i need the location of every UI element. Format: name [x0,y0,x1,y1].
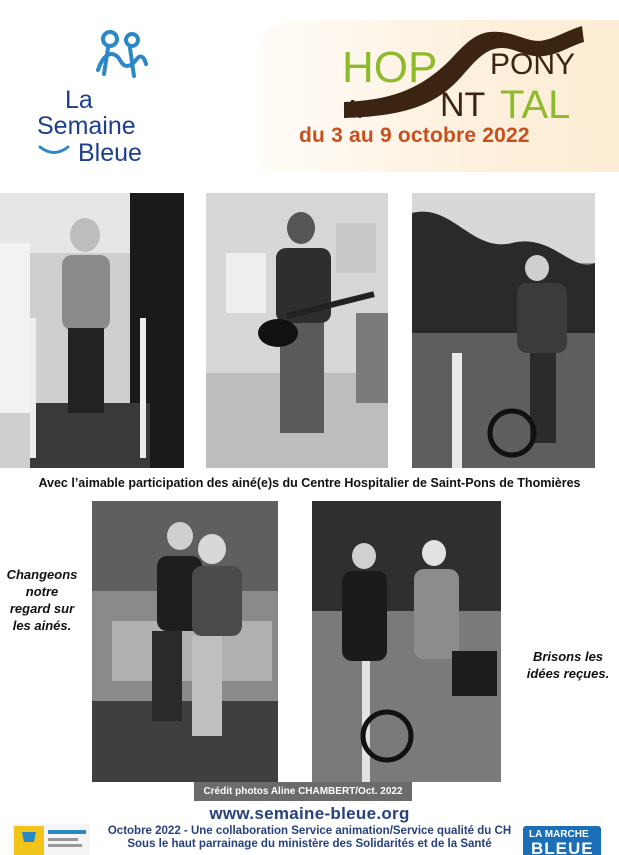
slogan-right-line: idées reçues. [526,666,610,681]
photo-bike-walker [312,501,501,782]
participation-caption: Avec l’aimable participation des ainé(e)s du Centre Hospitalier de Saint-Pons de Thomières [38,476,581,490]
smile-icon [38,144,70,156]
photo-walker [0,193,184,468]
marche-bleue-line2: BLEUE [531,839,594,855]
photo-guitar [206,193,388,468]
svg-text:HOP: HOP [342,43,438,92]
event-dates: du 3 au 9 octobre 2022 [299,124,530,147]
collaboration-text: Octobre 2022 - Une collaboration Service animation/Service qualité du CH [107,825,512,837]
logo-line-bleue: Bleue [78,139,142,167]
svg-text:A: A [344,94,362,120]
svg-text:PONY: PONY [490,48,576,81]
photo-bench-couple [92,501,278,782]
patronage-text: Sous le haut parrainage du ministère des Solidarités et de la Santé [127,838,492,850]
logo-line-la: La [65,86,93,114]
photo-credit: Crédit photos Aline CHAMBERT/Oct. 2022 [194,782,412,801]
marche-bleue-line1: LA MARCHE [529,829,589,840]
slogan-left-line: notre [25,584,59,599]
semaine-bleue-logo [30,30,190,170]
photo-bike-child [412,193,595,468]
slogan-left-line: Changeons [6,567,78,582]
slogan-left-line: regard sur [9,601,75,616]
logo-line-semaine: Semaine [37,112,136,140]
slogan-left [4,566,80,634]
website-link[interactable]: www.semaine-bleue.org [209,804,410,823]
svg-text:TAL: TAL [500,83,571,120]
slogan-right-line: Brisons les [532,649,604,664]
svg-text:NT: NT [440,86,486,120]
slogan-right [520,648,616,682]
marche-bleue-logo [523,826,601,855]
hopital-antipony-logo [330,20,590,120]
slogan-left-line: les ainés. [12,618,72,633]
people-figures-icon [90,30,150,86]
